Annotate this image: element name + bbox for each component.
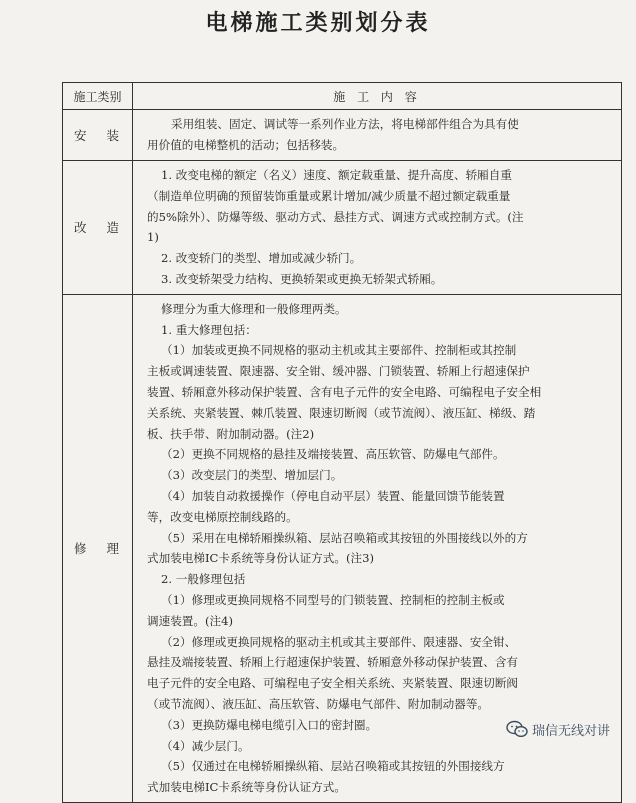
text-line: 2. 改变轿门的类型、增加或减少轿门。 — [161, 251, 362, 266]
text-line: （2）修理或更换同规格的驱动主机或其主要部件、限速器、安全钳、 — [161, 634, 517, 649]
category-modify: 改 造 — [63, 161, 133, 295]
text-line: 采用组装、固定、调试等一系列作业方法，将电梯部件组合为具有使 — [171, 117, 519, 132]
table-row — [63, 161, 622, 295]
content-modify — [133, 161, 622, 295]
watermark-text: 瑞信无线对讲 — [532, 723, 611, 739]
text-line: （5）仅通过在电梯轿厢操纵箱、层站召唤箱或其按钮的外围接线方 — [161, 759, 505, 774]
text-line: 电子元件的安全电路、可编程电子安全相关系统、夹紧装置、限速切断阀 — [147, 676, 519, 691]
text-line: 式加装电梯IC卡系统等身份认证方式。 — [147, 780, 346, 795]
watermark — [502, 718, 614, 740]
page-title: 电梯施工类别划分表 — [205, 10, 431, 36]
text-line: （1）加装或更换不同规格的驱动主机或其主要部件、控制柜或其控制 — [161, 343, 517, 358]
text-line: 装置、轿厢意外移动保护装置、含有电子元件的安全电路、可编程电子安全相 — [147, 384, 542, 399]
text-line: （或节流阀）、液压缸、高压软管、防爆电气部件、附加制动器等。 — [147, 696, 490, 711]
text-line: 3. 改变轿架受力结构、更换轿架或更换无轿架式轿厢。 — [161, 271, 443, 286]
category-table — [62, 82, 622, 803]
header-category: 施工类别 — [63, 83, 133, 110]
text-line: 悬挂及端接装置、轿厢上行超速保护装置、轿厢意外移动保护装置、含有 — [147, 655, 519, 670]
header-content: 施 工 内 容 — [133, 83, 622, 110]
text-line: 式加装电梯IC卡系统等身份认证方式。(注3) — [147, 551, 374, 566]
text-line: （3）改变层门的类型、增加层门。 — [161, 468, 343, 483]
text-line: 的5%除外）、防爆等级、驱动方式、悬挂方式、调速方式或控制方式。(注 — [147, 209, 524, 224]
wechat-icon — [506, 720, 528, 738]
content-install — [133, 110, 622, 161]
text-line: （5）采用在电梯轿厢操纵箱、层站召唤箱或其按钮的外围接线以外的方 — [161, 530, 528, 545]
text-line: （制造单位明确的预留装饰重量或累计增加/减少质量不超过额定载重量 — [147, 188, 511, 203]
text-line: （2）更换不同规格的悬挂及端接装置、高压软管、防爆电气部件。 — [161, 447, 505, 462]
text-line: 1. 改变电梯的额定（名义）速度、额定载重量、提升高度、轿厢自重 — [161, 168, 512, 182]
text-line: 调速装置。(注4) — [147, 613, 233, 628]
text-line: 1) — [147, 230, 159, 245]
text-line: 1. 重大修理包括： — [161, 322, 257, 337]
text-line: （3）更换防爆电梯电缆引入口的密封圈。 — [161, 717, 378, 732]
text-line: 主板或调速装置、限速器、安全钳、缓冲器、门锁装置、轿厢上行超速保护 — [147, 364, 530, 379]
category-install: 安 装 — [63, 110, 133, 161]
text-line: （4）减少层门。 — [161, 738, 250, 753]
table-header-row — [63, 83, 622, 110]
category-repair: 修 理 — [63, 294, 133, 802]
text-line: 等，改变电梯原控制线路的。 — [147, 509, 298, 524]
text-line: 修理分为重大修理和一般修理两类。 — [161, 301, 347, 316]
text-line: 关系统、夹紧装置、棘爪装置、限速切断阀（或节流阀）、液压缸、梯级、踏 — [147, 405, 536, 420]
text-line: （4）加装自动救援操作（停电自动平层）装置、能量回馈节能装置 — [161, 488, 505, 503]
text-line: 用价值的电梯整机的活动；包括移装。 — [147, 138, 345, 152]
text-line: （1）修理或更换同规格不同型号的门锁装置、控制柜的控制主板或 — [161, 592, 505, 607]
table-row — [63, 110, 622, 161]
text-line: 板、扶手带、附加制动器。(注2) — [147, 426, 315, 441]
text-line: 2. 一般修理包括 — [161, 572, 246, 587]
